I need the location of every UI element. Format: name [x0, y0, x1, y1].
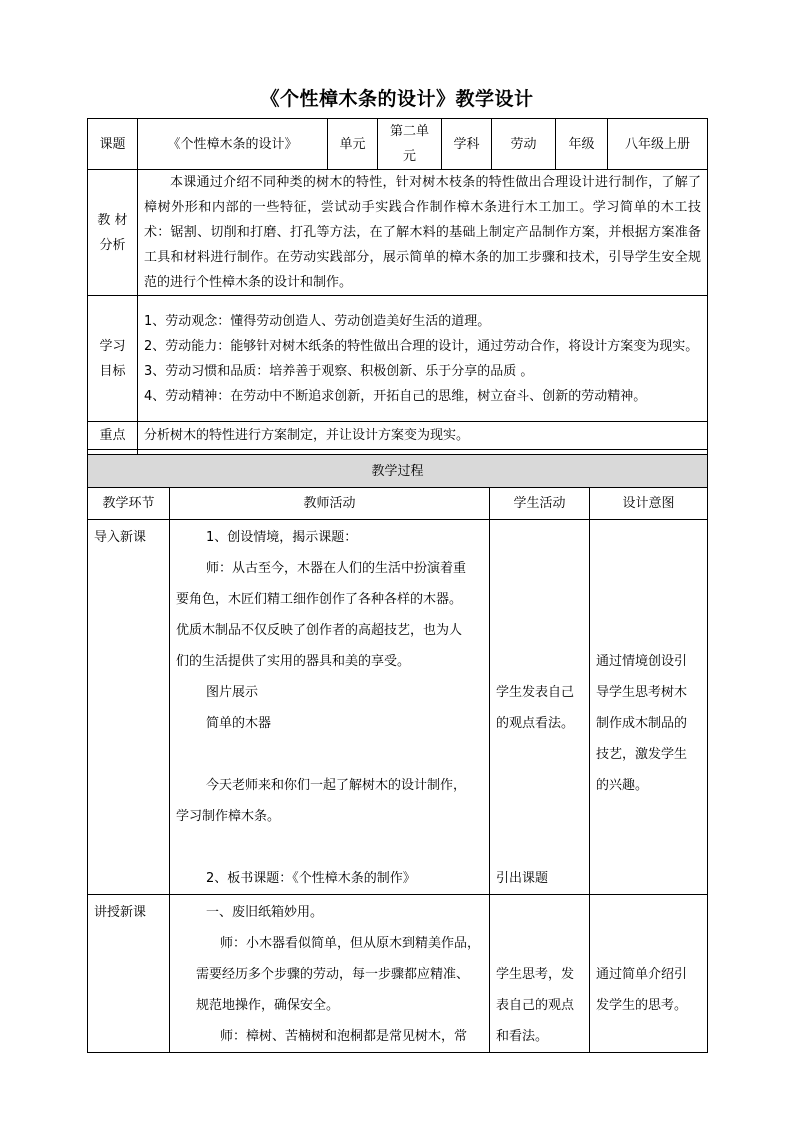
learning-goals-list [138, 296, 708, 422]
goal-item: 4、劳动精神：在劳动中不断追求创新，开拓自己的思维，树立奋斗、创新的劳动精神。 [144, 388, 647, 404]
intent-line: 导学生思考树木 [596, 685, 688, 700]
student-line: 表自己的观点 [496, 998, 575, 1013]
teacher-activity-lecture [170, 895, 490, 1053]
learning-goals-label [88, 296, 138, 422]
column-header-intent: 设计意图 [590, 488, 708, 520]
blank-line [176, 739, 483, 770]
student-activity-intro [490, 520, 590, 895]
goals-label-line-1: 学习 [99, 338, 126, 354]
teacher-line: 1、创设情境，揭示课题： [206, 530, 358, 545]
teacher-line: 规范地操作，确保安全。 [196, 998, 340, 1013]
spacer [496, 522, 583, 677]
teacher-line: 需要经历多个步骤的劳动，每一步骤都应精准、 [196, 967, 470, 982]
goal-item: 1、劳动观念：懂得劳动创造人、劳动创造美好生活的道理。 [144, 313, 491, 329]
intent-line: 技艺，激发学生 [596, 747, 688, 762]
column-header-teacher: 教师活动 [170, 488, 490, 520]
lesson-info-table [87, 118, 708, 478]
student-activity-lecture [490, 895, 590, 1053]
teacher-line: 要角色，木匠们精工细作创作了各种各样的木器。 [176, 592, 463, 607]
student-line: 学生思考，发 [496, 967, 575, 982]
teacher-line: 优质木制品不仅反映了创作者的高超技艺，也为人 [176, 623, 463, 638]
teacher-activity-intro [170, 520, 490, 895]
student-line: 和看法。 [496, 1029, 549, 1044]
student-line: 的观点看法。 [496, 716, 575, 731]
design-intent-intro [590, 520, 708, 895]
spacer [596, 522, 701, 646]
goal-item: 2、劳动能力：能够针对树木纸条的特性做出合理的设计，通过劳动合作，将设计方案变为现实。 [144, 338, 699, 354]
key-point-label: 重点 [88, 422, 138, 450]
teacher-line: 图片展示 [206, 685, 259, 700]
material-analysis-label [88, 170, 138, 296]
design-intent-lecture [590, 895, 708, 1053]
teacher-line: 今天老师来和你们一起了解树木的设计制作， [206, 778, 467, 793]
intent-line: 制作成木制品的 [596, 716, 688, 731]
student-line: 引出课题 [496, 871, 549, 886]
grade-value: 八年级上册 [608, 119, 708, 170]
subject-value: 劳动 [492, 119, 556, 170]
material-analysis-text: 本课通过介绍不同种类的树木的特性，针对树木枝条的特性做出合理设计进行制作，了解了樟树外形和内部的一些特征，尝试动手实践合作制作樟木条进行木工加工。学习简单的木工技术：锯割、切削和打磨、打孔等方法，在了解木料的基础上制定产品制作方案，并根据方案准备工具和材料进行制作。在劳动实践部分，展示简单的樟木条的加工步骤和技术，引导学生安全规范的进行个性樟木条的设计和制作。 [138, 170, 708, 296]
topic-value: 《个性樟木条的设计》 [138, 119, 328, 170]
goal-item: 3、劳动习惯和品质：培养善于观察、积极创新、乐于分享的品质 。 [144, 363, 534, 379]
material-label-line-1: 教 材 [97, 212, 128, 228]
stage-intro: 导入新课 [88, 520, 170, 895]
teacher-line: 师：小木器看似简单，但从原木到精美作品， [220, 936, 481, 951]
spacer [496, 897, 583, 959]
column-header-stage: 教学环节 [88, 488, 170, 520]
subject-label: 学科 [442, 119, 492, 170]
teacher-line: 师：从古至今，木器在人们的生活中扮演着重 [206, 561, 467, 576]
intent-line: 发学生的思考。 [596, 998, 688, 1013]
intent-line: 通过情境创设引 [596, 654, 688, 669]
topic-label: 课题 [88, 119, 138, 170]
teaching-process-table [87, 454, 708, 1053]
unit-value: 第二单元 [378, 119, 442, 170]
blank-line [176, 832, 483, 863]
grade-label: 年级 [556, 119, 608, 170]
spacer [596, 897, 701, 959]
spacer [496, 739, 583, 863]
teacher-line: 们的生活提供了实用的器具和美的享受。 [176, 654, 411, 669]
key-point-text: 分析树木的特性进行方案制定，并让设计方案变为现实。 [138, 422, 708, 450]
teacher-line: 一、废旧纸箱妙用。 [206, 905, 324, 920]
teacher-line: 简单的木器 [206, 716, 272, 731]
teacher-line: 2、板书课题：《个性樟木条的制作》 [206, 871, 416, 886]
material-label-line-2: 分析 [99, 237, 126, 253]
intent-line: 通过简单介绍引 [596, 967, 688, 982]
column-header-student: 学生活动 [490, 488, 590, 520]
student-line: 学生发表自己 [496, 685, 575, 700]
teacher-line: 师：樟树、苦楠树和泡桐都是常见树木，常 [220, 1029, 468, 1044]
stage-lecture: 讲授新课 [88, 895, 170, 1053]
process-header: 教学过程 [88, 455, 708, 488]
document-title: 《个性樟木条的设计》教学设计 [260, 88, 534, 110]
unit-label: 单元 [328, 119, 378, 170]
goals-label-line-2: 目标 [99, 363, 126, 379]
teacher-line: 学习制作樟木条。 [176, 809, 281, 824]
intent-line: 的兴趣。 [596, 778, 649, 793]
